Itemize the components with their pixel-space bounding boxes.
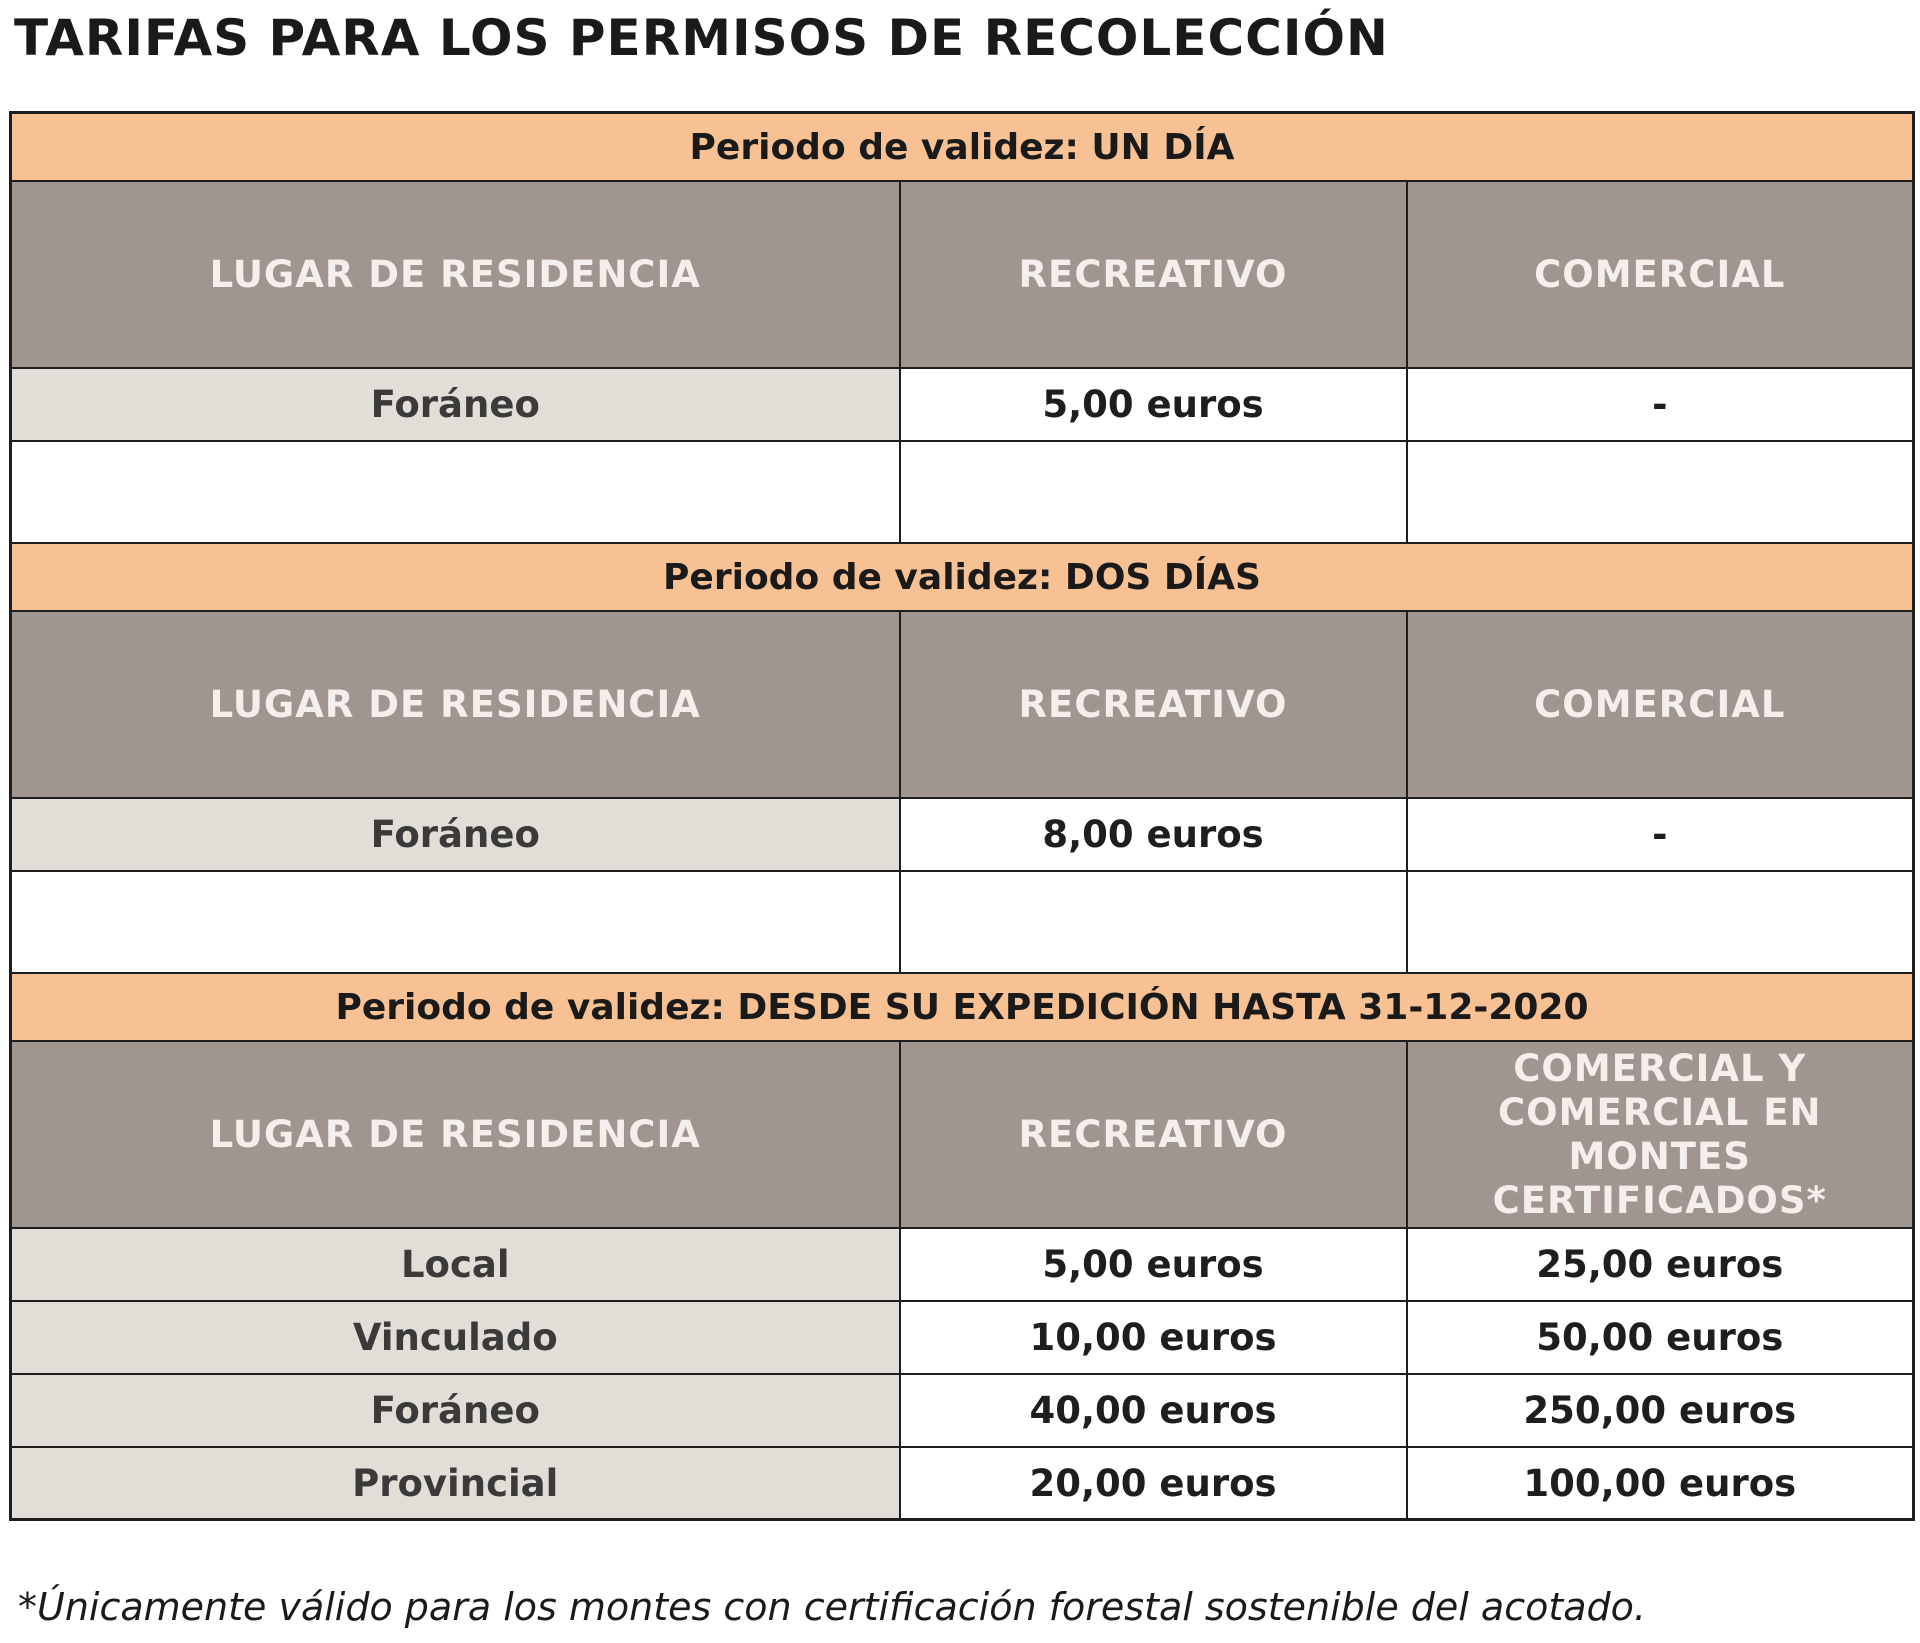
period-row-un-dia <box>11 113 1914 182</box>
period-row-dos-dias <box>11 543 1914 611</box>
period-row-hasta-2020 <box>11 973 1914 1041</box>
header-recreativo: RECREATIVO <box>900 611 1407 798</box>
table-row <box>11 1301 1914 1374</box>
comercial-price: 50,00 euros <box>1407 1301 1914 1374</box>
empty-row <box>11 441 1914 543</box>
comercial-price: - <box>1407 798 1914 871</box>
empty-cell <box>900 441 1407 543</box>
recreativo-price: 8,00 euros <box>900 798 1407 871</box>
empty-cell <box>11 871 900 973</box>
residence-cell: Foráneo <box>11 368 900 441</box>
empty-row <box>11 871 1914 973</box>
residence-cell: Provincial <box>11 1447 900 1520</box>
table-row <box>11 798 1914 871</box>
tariff-table <box>9 111 1915 1521</box>
recreativo-price: 10,00 euros <box>900 1301 1407 1374</box>
header-lugar-residencia: LUGAR DE RESIDENCIA <box>11 1041 900 1228</box>
recreativo-price: 20,00 euros <box>900 1447 1407 1520</box>
comercial-price: - <box>1407 368 1914 441</box>
column-header-row <box>11 611 1914 798</box>
header-lugar-residencia: LUGAR DE RESIDENCIA <box>11 611 900 798</box>
recreativo-price: 5,00 euros <box>900 368 1407 441</box>
period-label: Periodo de validez: DOS DÍAS <box>11 543 1914 611</box>
comercial-price: 100,00 euros <box>1407 1447 1914 1520</box>
column-header-row <box>11 1041 1914 1228</box>
residence-cell: Foráneo <box>11 1374 900 1447</box>
period-label: Periodo de validez: DESDE SU EXPEDICIÓN HASTA 31-12-2020 <box>11 973 1914 1041</box>
table-row <box>11 1228 1914 1301</box>
header-recreativo: RECREATIVO <box>900 1041 1407 1228</box>
empty-cell <box>11 441 900 543</box>
empty-cell <box>1407 871 1914 973</box>
header-comercial: COMERCIAL <box>1407 611 1914 798</box>
header-comercial: COMERCIAL <box>1407 181 1914 368</box>
column-header-row <box>11 181 1914 368</box>
residence-cell: Local <box>11 1228 900 1301</box>
empty-cell <box>900 871 1407 973</box>
footnote: *Únicamente válido para los montes con certificación forestal sostenible del acotado. <box>18 1585 1646 1629</box>
page-title: TARIFAS PARA LOS PERMISOS DE RECOLECCIÓN <box>14 9 1389 67</box>
header-recreativo: RECREATIVO <box>900 181 1407 368</box>
header-comercial-certificados: COMERCIAL Y COMERCIAL EN MONTES CERTIFICADOS* <box>1407 1041 1914 1228</box>
residence-cell: Vinculado <box>11 1301 900 1374</box>
residence-cell: Foráneo <box>11 798 900 871</box>
table-row <box>11 1447 1914 1520</box>
table-row <box>11 368 1914 441</box>
period-label: Periodo de validez: UN DÍA <box>11 113 1914 182</box>
recreativo-price: 40,00 euros <box>900 1374 1407 1447</box>
recreativo-price: 5,00 euros <box>900 1228 1407 1301</box>
table-row <box>11 1374 1914 1447</box>
comercial-price: 25,00 euros <box>1407 1228 1914 1301</box>
comercial-price: 250,00 euros <box>1407 1374 1914 1447</box>
empty-cell <box>1407 441 1914 543</box>
header-lugar-residencia: LUGAR DE RESIDENCIA <box>11 181 900 368</box>
